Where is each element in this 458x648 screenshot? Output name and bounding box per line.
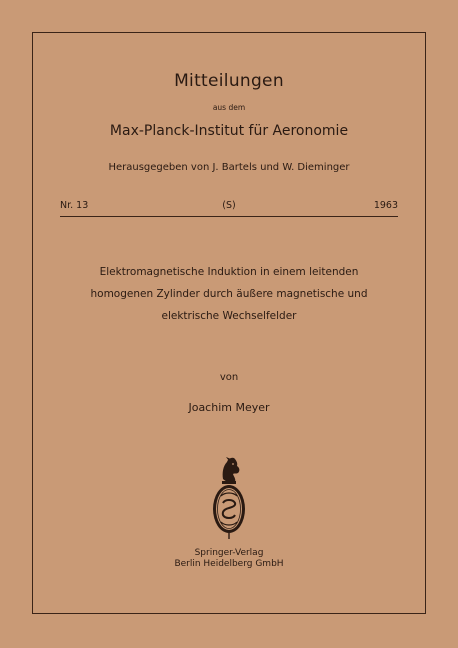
institute-name: Max-Planck-Institut für Aeronomie <box>109 123 349 139</box>
publisher-line: Berlin Heidelberg GmbH <box>174 559 284 569</box>
work-title-line: elektrische Wechselfelder <box>161 310 297 322</box>
by-label: von <box>219 372 239 383</box>
publisher-imprint <box>0 548 458 570</box>
author-name: Joachim Meyer <box>188 401 270 414</box>
issue-info-row <box>60 200 398 214</box>
issue-year: 1963 <box>373 200 398 211</box>
divider-rule <box>60 216 398 217</box>
publisher-line: Springer-Verlag <box>194 548 264 558</box>
series-editors: Herausgegeben von J. Bartels und W. Dieminger <box>108 162 350 173</box>
work-title-line: homogenen Zylinder durch äußere magnetische und <box>90 288 368 300</box>
issue-number: Nr. 13 <box>60 200 89 211</box>
series-aus-dem: aus dem <box>212 103 246 112</box>
work-title <box>0 261 458 327</box>
issue-section: (S) <box>222 200 236 211</box>
series-title: Mitteilungen <box>174 71 284 91</box>
springer-knight-logo-icon <box>207 455 251 541</box>
work-title-line: Elektromagnetische Induktion in einem leitenden <box>99 266 359 278</box>
